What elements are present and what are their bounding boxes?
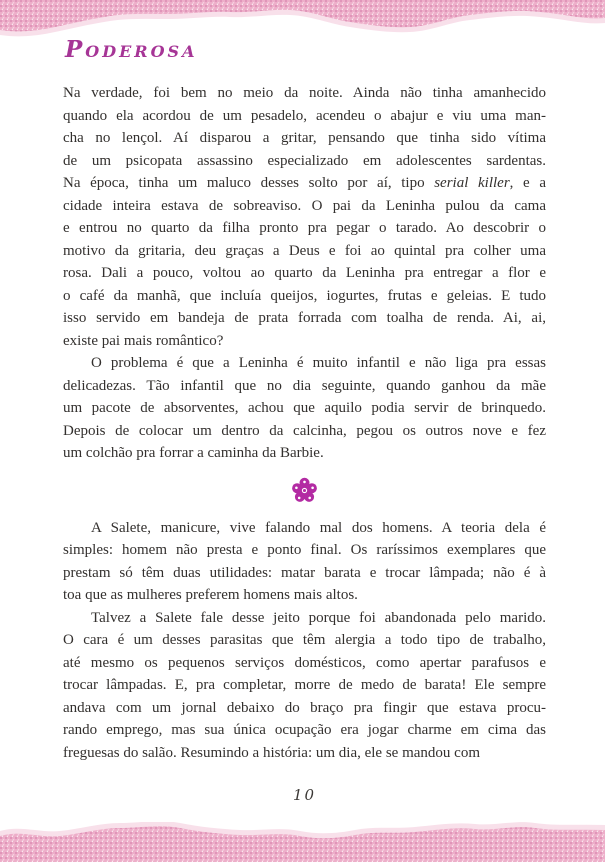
- paragraph: [63, 82, 546, 352]
- text-line: O cara é um desses parasitas que têm alergia a todo tipo de trabalho,: [63, 632, 546, 648]
- text-line: existe pai mais romântico?: [63, 332, 224, 349]
- text-line: cha no lençol. Aí disparou a gritar, pensando que tinha sido vítima: [63, 130, 546, 146]
- text-line: de um psicopata assassino especializado em adolescentes sardentas.: [63, 152, 546, 169]
- text-line: o café da manhã, que incluía queijos, iogurtes, frutas e geleias. E tudo: [63, 287, 546, 304]
- text-line: freguesas do salão. Resumindo a história: um dia, ele se mandou com: [63, 744, 480, 761]
- text-line: A Salete, manicure, vive falando mal dos homens. A teoria dela é: [91, 519, 546, 536]
- text-line: até mesmo os pequenos serviços domésticos, como apertar parafusos e: [63, 654, 546, 671]
- text-line: Na época, tinha um maluco desses solto por aí, tipo serial killer, e a: [63, 175, 546, 191]
- paragraph: [63, 352, 546, 465]
- text-line: simples: homem não presta e ponto final. Os raríssimos exemplares que: [63, 542, 546, 558]
- text-line: toa que as mulheres preferem homens mais altos.: [63, 587, 358, 603]
- torn-paper-band-bottom: [0, 822, 605, 862]
- text-line: andava com um jornal debaixo do braço pra fingir que estava procu-: [63, 699, 546, 716]
- text-line: isso servido em bandeja de prata forrada com toalha de renda. Ai, ai,: [63, 310, 546, 326]
- text-line: O problema é que a Leninha é muito infantil e não liga pra essas: [91, 355, 546, 371]
- paragraph: [63, 517, 546, 607]
- text-line: cidade inteira estava de sobreaviso. O pai da Leninha pulou da cama: [63, 197, 546, 214]
- text-line: Talvez a Salete fale desse jeito porque foi abandonada pelo marido.: [91, 609, 546, 626]
- paragraph: [63, 607, 546, 765]
- text-line: um pacote de absorventes, achou que aquilo podia servir de brinquedo.: [63, 400, 546, 416]
- text-line: delicadezas. Tão infantil que no dia seguinte, quando ganhou da mãe: [63, 377, 546, 394]
- book-title: Poderosa: [65, 36, 198, 63]
- text-line: Na verdade, foi bem no meio da noite. Ainda não tinha amanhecido: [63, 85, 546, 101]
- section-divider: [63, 465, 546, 517]
- text-line: e entrou no quarto da filha pronto pra pegar o tarado. Ao descobrir o: [63, 220, 546, 236]
- text-line: trocar lâmpadas. E, pra completar, morre de medo de barata! Ele sempre: [63, 677, 546, 693]
- text-line: motivo da gritaria, deu graças a Deus e foi ao quintal pra colher uma: [63, 242, 546, 259]
- text-line: quando ela acordou de um pesadelo, acendeu o abajur e viu uma man-: [63, 107, 546, 124]
- page-footer: [63, 786, 546, 805]
- page-number: 10: [292, 786, 317, 804]
- text-line: Depois de colocar um dentro da calcinha, pegou os outros nove e fez: [63, 422, 546, 439]
- text-line: rosa. Dali a pouco, voltou ao quarto da Leninha pra entregar a flor e: [63, 265, 546, 281]
- flower-ornament-icon: [291, 477, 318, 504]
- text-line: prestam só têm duas utilidades: matar barata e trocar lâmpada; não é à: [63, 564, 546, 581]
- body-text: [63, 82, 546, 764]
- text-line: um colchão pra forrar a caminha da Barbie.: [63, 445, 324, 461]
- text-line: rando emprego, mas sua única ocupação era jogar charme em cima das: [63, 722, 546, 738]
